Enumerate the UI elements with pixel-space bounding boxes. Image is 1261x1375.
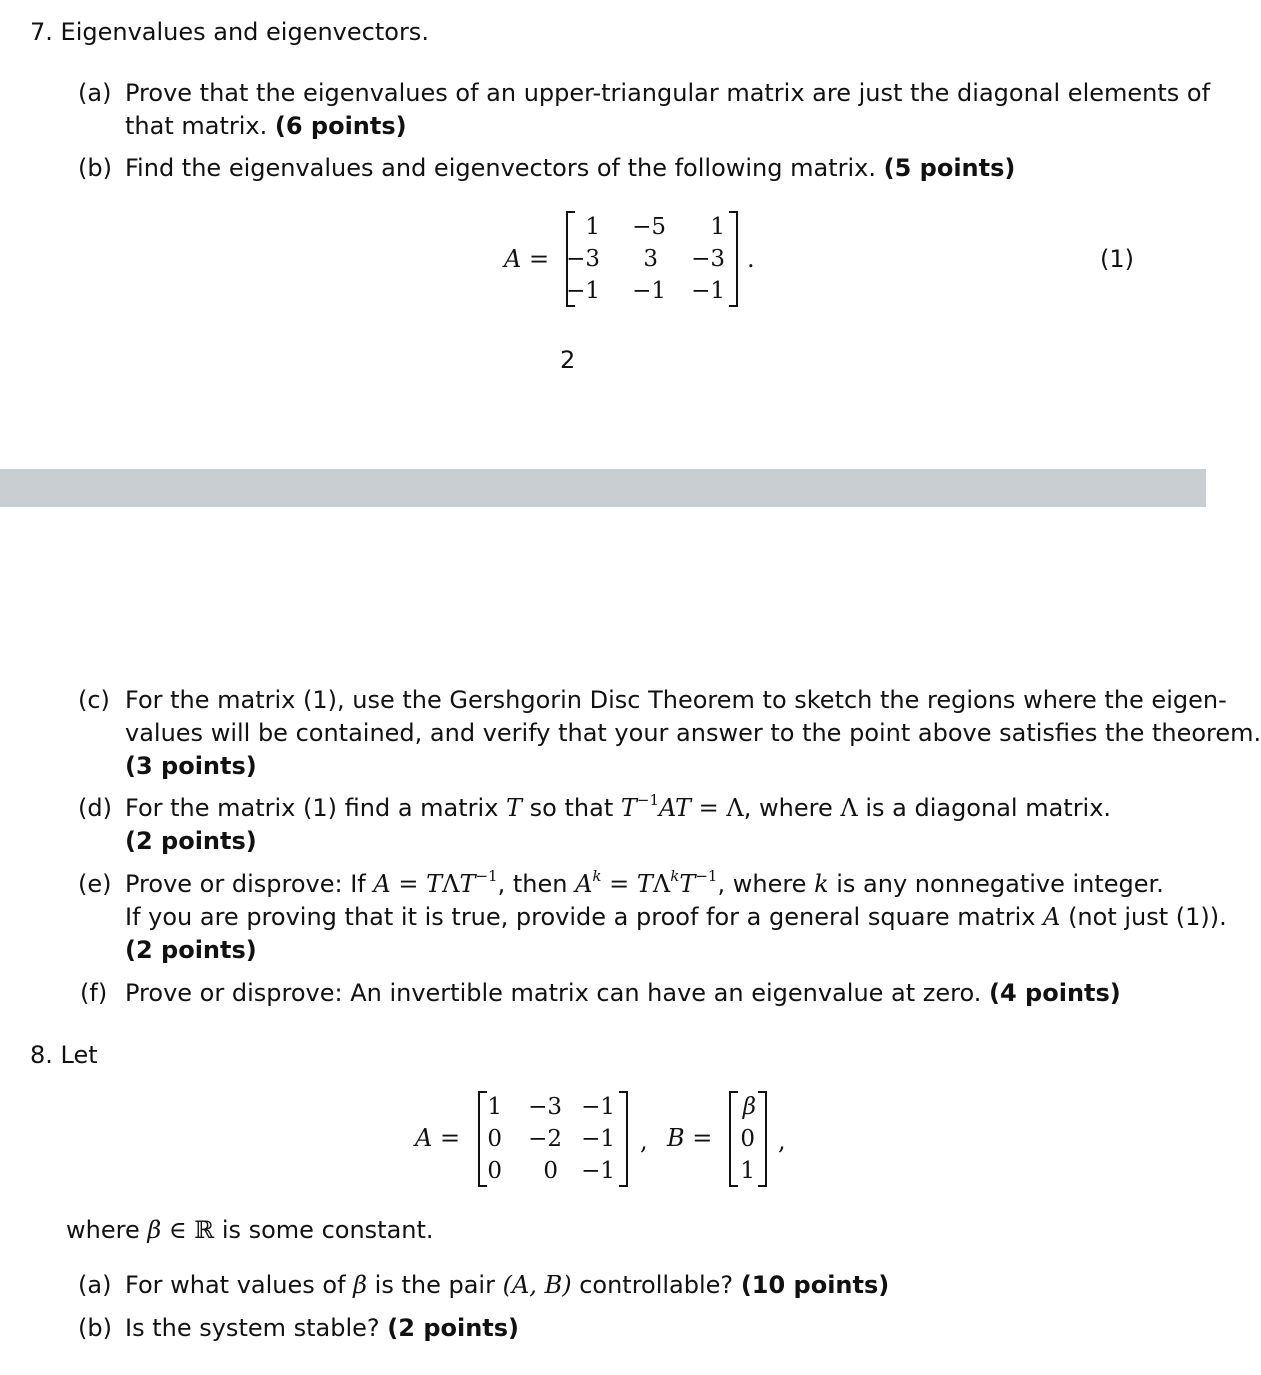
q7d-text1: For the matrix (1) find a matrix [125, 794, 507, 822]
matrix-cell: −1 [581, 1126, 615, 1152]
matrix-cell: −2 [528, 1126, 562, 1152]
q7d-line1 [125, 792, 1111, 824]
matrix-cell: −3 [691, 246, 725, 272]
matrix-cell: 1 [740, 1158, 755, 1184]
q7e-lambda2: Λ [652, 870, 671, 898]
q7c-line1: For the matrix (1), use the Gershgorin Disc Theorem to sketch the regions where the eigen- [125, 686, 1227, 714]
q7a-line2-text: that matrix. [125, 112, 268, 140]
left-bracket [478, 1091, 487, 1187]
q7b-points: (5 points) [883, 154, 1016, 182]
q7e-text3: , where [717, 870, 815, 898]
q7a-label: (a) [78, 79, 112, 107]
q8-A-lhs: A = [415, 1124, 461, 1152]
matrix-cell: 0 [543, 1158, 558, 1184]
q7a-line1: Prove that the eigenvalues of an upper-triangular matrix are just the diagonal elements of [125, 79, 1211, 107]
matrix-cell: −5 [632, 214, 666, 240]
q7-heading: 7. Eigenvalues and eigenvectors. [30, 18, 429, 46]
q7c-label: (c) [78, 686, 110, 714]
q8-comma2: , [778, 1127, 786, 1155]
q8-where-beta: β [147, 1216, 162, 1244]
q7-matrix-lhs: A = [504, 245, 550, 273]
q7d-eq-lambda: = Λ [691, 794, 744, 822]
q8-B-lhs: B = [667, 1124, 713, 1152]
q7e-eq2: = [601, 870, 637, 898]
q7e-line2-end: (not just (1)). [1060, 903, 1227, 931]
q7e-expk: k [592, 867, 602, 885]
q8-matrix-B [729, 1091, 767, 1187]
q7e-line2-A: A [1043, 903, 1061, 931]
q8-comma1: , [640, 1127, 648, 1155]
right-bracket [619, 1091, 628, 1187]
matrix-cell: 1 [710, 214, 725, 240]
q7e-text1: Prove or disprove: If [125, 870, 374, 898]
q8b-points: (2 points) [387, 1314, 520, 1342]
matrix-cell-beta: β [742, 1094, 756, 1120]
q7d-text2: so that [522, 794, 621, 822]
q7d-label: (d) [78, 794, 112, 822]
matrix-cell: −1 [566, 278, 600, 304]
q7a-line2 [125, 110, 407, 142]
q7c-line2: values will be contained, and verify that your answer to the point above satisfies the theorem. [125, 719, 1261, 747]
q8b-label: (b) [78, 1314, 112, 1342]
matrix-cell: −3 [528, 1094, 562, 1120]
q7e-lambda: Λ [442, 870, 460, 898]
q7f-line [125, 977, 1121, 1009]
matrix-cell: 0 [487, 1158, 502, 1184]
q8b-line [125, 1312, 519, 1344]
q7-matrix-period: . [747, 245, 755, 273]
q7d-exp: −1 [636, 791, 659, 809]
q8a-text3: controllable? [571, 1271, 734, 1299]
q7e-T2: T [459, 870, 476, 898]
page-break-band [0, 469, 1206, 507]
q7e-points: (2 points) [125, 936, 257, 964]
q7e-T4: T [679, 870, 696, 898]
q7e-A2: A [575, 870, 593, 898]
matrix-cell: 0 [487, 1126, 502, 1152]
equation-number: (1) [1100, 245, 1134, 273]
q7e-k: k [814, 870, 829, 898]
matrix-cell: −1 [581, 1094, 615, 1120]
q8-matrix-A [478, 1091, 628, 1187]
q7d-expr-T: T [620, 794, 637, 822]
right-bracket [758, 1091, 767, 1187]
q7e-expk2: k [670, 867, 680, 885]
q7d-text3: , where [743, 794, 841, 822]
page-number: 2 [560, 346, 576, 374]
q7b-line [125, 152, 1015, 184]
q7f-points: (4 points) [989, 979, 1121, 1007]
q8-where-text: where [66, 1216, 148, 1244]
q8a-points: (10 points) [740, 1271, 890, 1299]
q7e-exp1: −1 [475, 867, 498, 885]
matrix-cell: 3 [643, 246, 658, 272]
q7d-points: (2 points) [125, 827, 257, 855]
matrix-cell: −1 [581, 1158, 615, 1184]
q7f-label: (f) [80, 979, 108, 1007]
q7b-label: (b) [78, 154, 112, 182]
q8a-text1: For what values of [125, 1271, 354, 1299]
q7a-points: (6 points) [274, 112, 407, 140]
q8-heading: 8. Let [30, 1041, 98, 1069]
q7d-expr-AT: AT [659, 794, 692, 822]
right-bracket [729, 211, 738, 307]
q7c-points: (3 points) [125, 752, 257, 780]
matrix-cell: −3 [566, 246, 600, 272]
q7e-T: T [426, 870, 443, 898]
q7e-text2: , then [497, 870, 576, 898]
matrix-cell: −1 [632, 278, 666, 304]
q7d-text4: is a diagonal matrix. [857, 794, 1112, 822]
q7e-text4: is any nonnegative integer. [828, 870, 1164, 898]
q8b-text: Is the system stable? [125, 1314, 380, 1342]
q7e-T3: T [636, 870, 653, 898]
q8a-pair: (A, B) [502, 1271, 572, 1299]
q7f-text: Prove or disprove: An invertible matrix can have an eigenvalue at zero. [125, 979, 982, 1007]
q8a-beta: β [353, 1271, 368, 1299]
q7e-eq: = [390, 870, 427, 898]
q7e-line2-text: If you are proving that it is true, provide a proof for a general square matrix [125, 903, 1044, 931]
q8a-label: (a) [78, 1271, 112, 1299]
q7-matrix-A [566, 211, 738, 307]
q8-where-end: is some constant. [214, 1216, 434, 1244]
q7e-label: (e) [78, 870, 112, 898]
q7e-line1 [125, 868, 1164, 900]
matrix-cell: 1 [487, 1094, 502, 1120]
left-bracket [729, 1091, 738, 1187]
q7d-lambda: Λ [840, 794, 858, 822]
q8-where-in: ∈ ℝ [161, 1216, 215, 1244]
q7e-A: A [373, 870, 391, 898]
q7d-T: T [506, 794, 523, 822]
q7e-exp2: −1 [695, 867, 718, 885]
q8a-line [125, 1269, 889, 1301]
matrix-cell: 1 [585, 214, 600, 240]
matrix-cell: 0 [740, 1126, 755, 1152]
matrix-cell: −1 [691, 278, 725, 304]
q8a-text2: is the pair [367, 1271, 503, 1299]
q7b-text: Find the eigenvalues and eigenvectors of the following matrix. [125, 154, 876, 182]
q7e-line2 [125, 901, 1227, 933]
q8-where-line [66, 1214, 434, 1246]
